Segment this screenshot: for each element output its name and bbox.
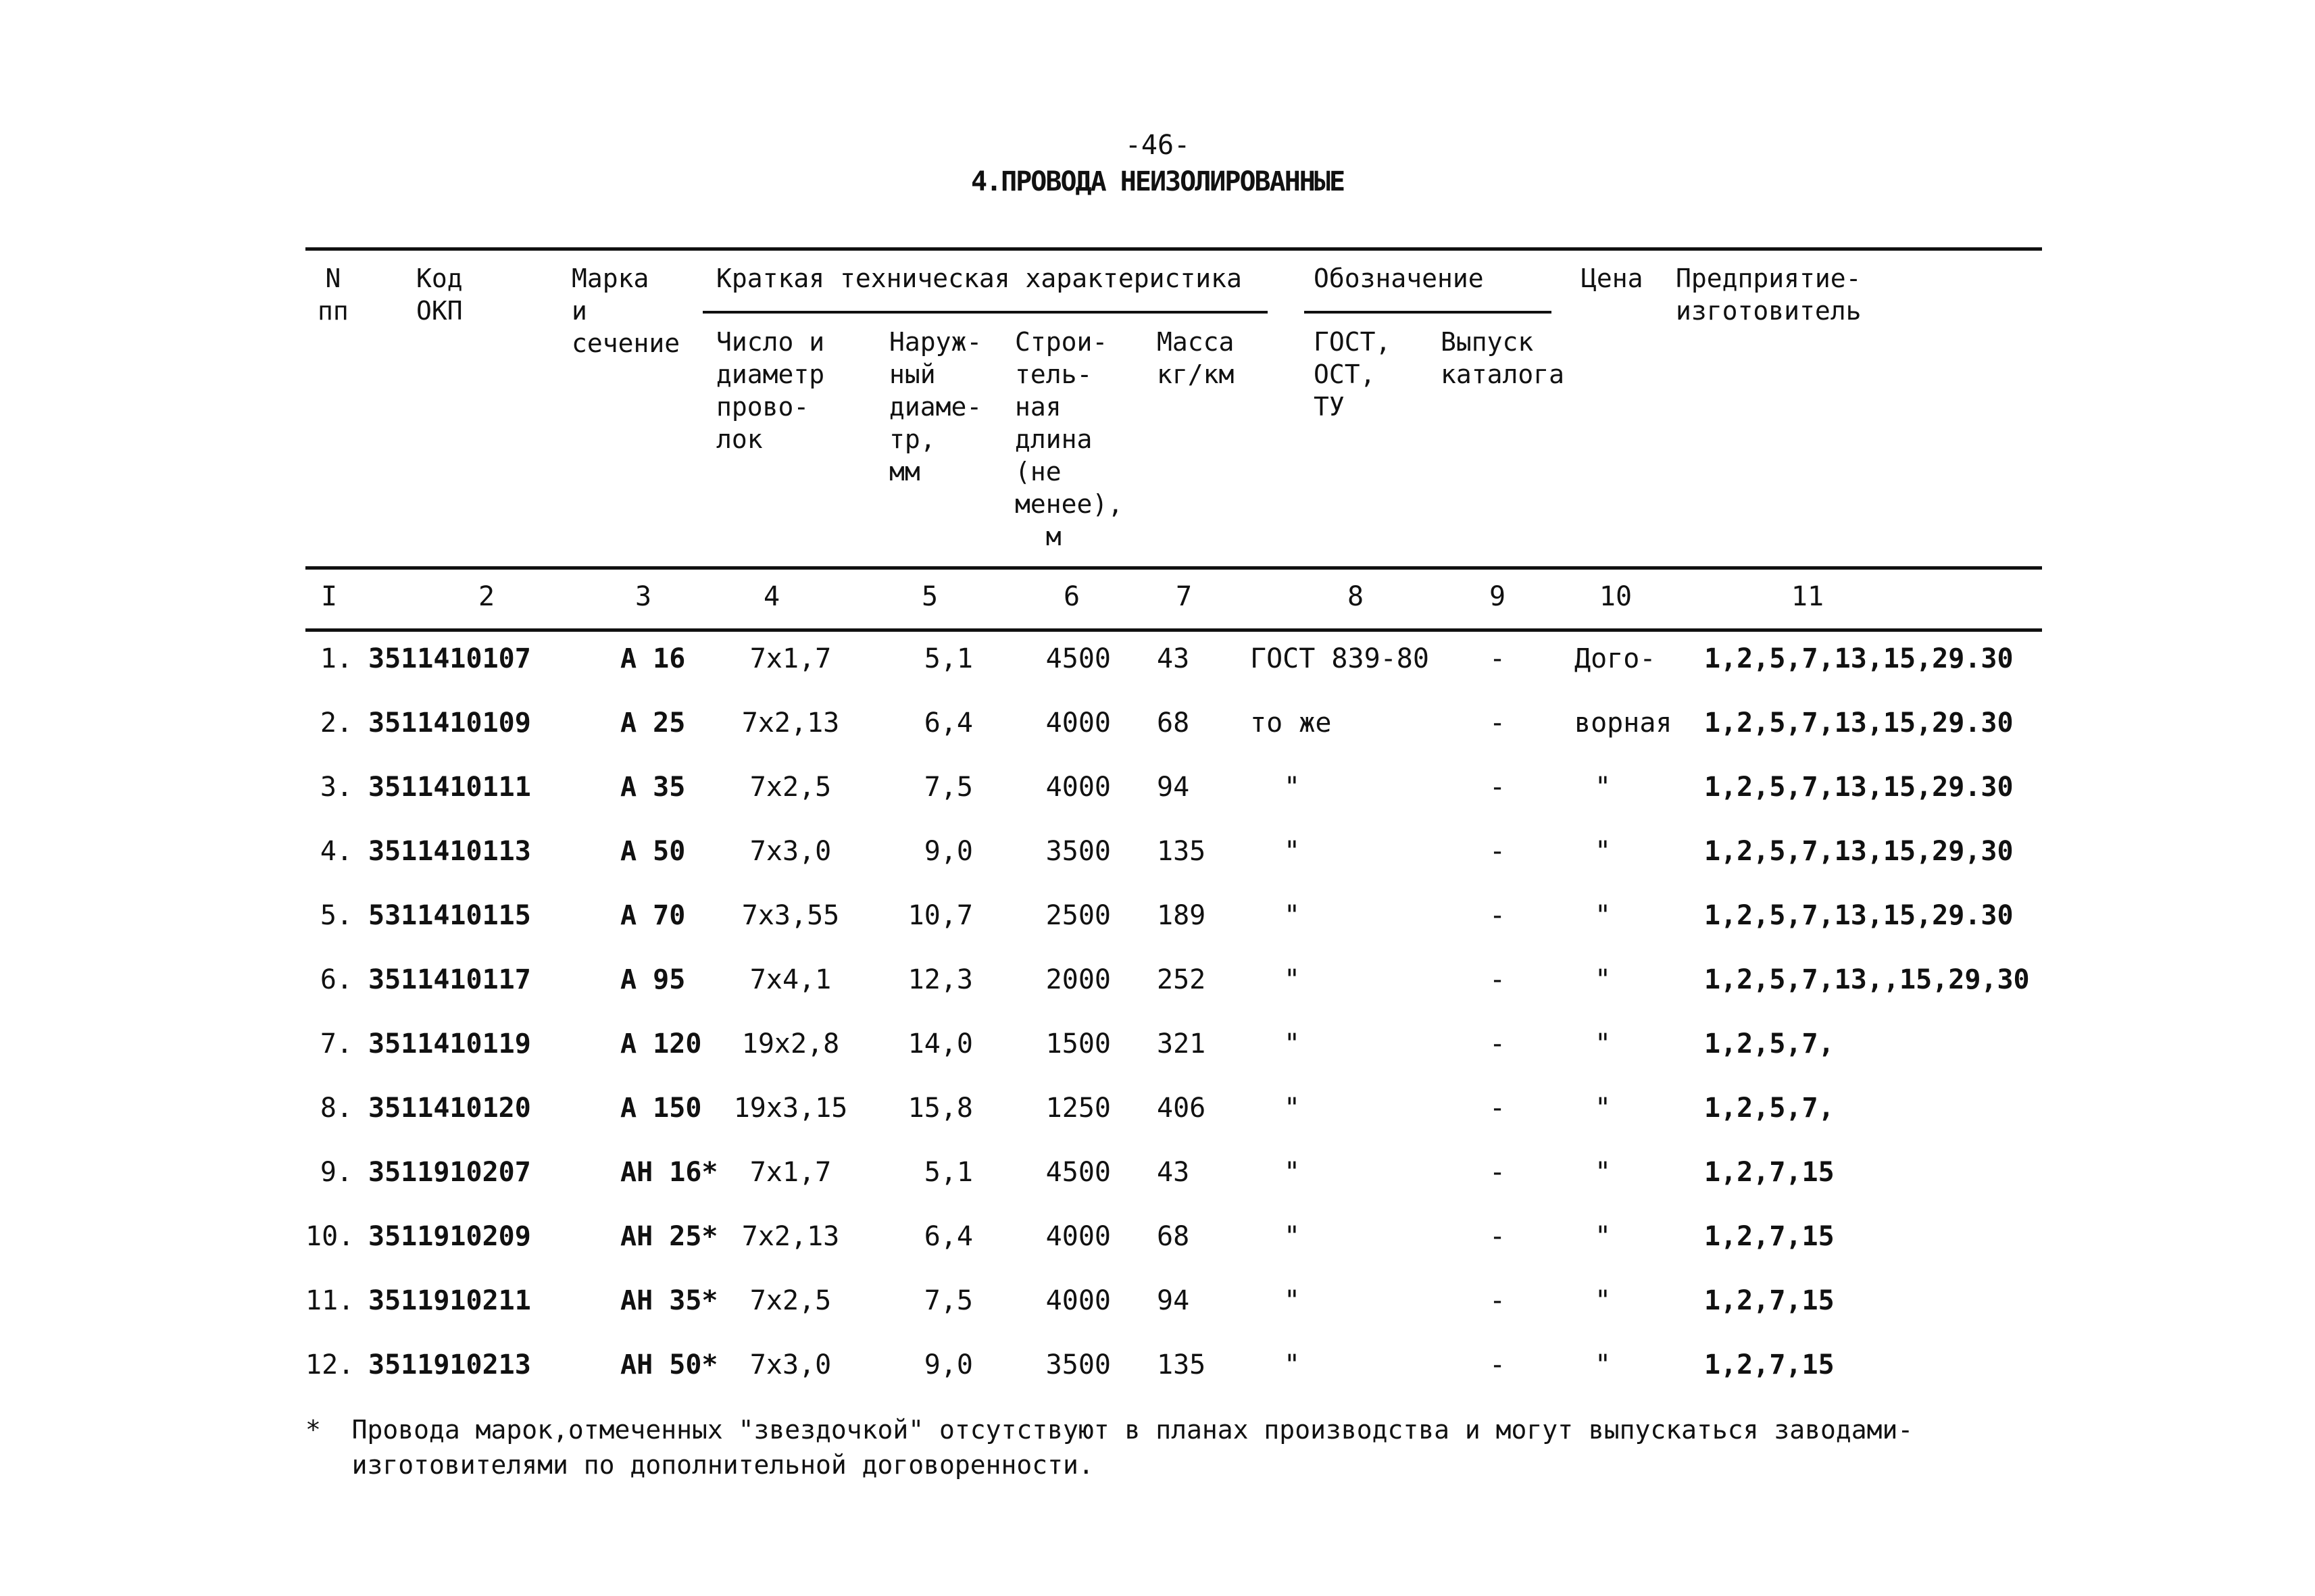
page-title: 4.ПРОВОДА НЕИЗОЛИРОВАННЫЕ xyxy=(970,166,1345,197)
table-cell-price: " xyxy=(1595,836,1612,867)
table-cell-code: 3511410117 xyxy=(368,964,531,995)
column-number-6: 6 xyxy=(1063,581,1080,612)
table-cell-price: " xyxy=(1595,1093,1612,1124)
footnote: * Провода марок,отмеченных "звездочкой" отсутствуют в планах производства и могут выпускаться заводами- изготовителями по дополнительной договоренности. xyxy=(305,1415,1914,1480)
table-cell-gost: " xyxy=(1284,900,1301,931)
table-cell-maker: 1,2,5,7,13,15,29.30 xyxy=(1704,900,2014,931)
table-cell-wires: 7х2,13 xyxy=(741,707,840,739)
table-cell-mass: 94 xyxy=(1157,1285,1190,1316)
table-cell-outer: 7,5 xyxy=(924,772,973,803)
table-cell-gost: " xyxy=(1284,1157,1301,1188)
table-cell-price: " xyxy=(1595,1028,1612,1059)
table-cell-price: " xyxy=(1595,964,1612,995)
table-cell-wires: 7х4,1 xyxy=(749,964,832,995)
table-cell-maker: 1,2,5,7,13,15,29.30 xyxy=(1704,707,2014,739)
group-header-tech: Краткая техническая характеристика xyxy=(716,264,1242,293)
table-cell-price: " xyxy=(1595,1285,1612,1316)
table-cell-mass: 43 xyxy=(1157,1157,1190,1188)
table-cell-brand: АН 16* xyxy=(620,1157,718,1188)
table-cell-gost: " xyxy=(1284,1285,1301,1316)
table-cell-wires: 7х2,13 xyxy=(741,1221,840,1252)
table-cell-gost: " xyxy=(1284,1221,1301,1252)
group-rule-designation xyxy=(1304,311,1551,314)
table-cell-wires: 7х1,7 xyxy=(749,643,832,674)
table-cell-mass: 43 xyxy=(1157,643,1190,674)
table-cell-catalog: - xyxy=(1489,964,1506,995)
table-cell-gost: " xyxy=(1284,1028,1301,1059)
table-cell-maker: 1,2,7,15 xyxy=(1704,1349,1835,1380)
table-cell-catalog: - xyxy=(1489,900,1506,931)
table-cell-length: 4000 xyxy=(1045,772,1111,803)
table-cell-length: 4500 xyxy=(1045,643,1111,674)
table-cell-maker: 1,2,7,15 xyxy=(1704,1221,1835,1252)
table-cell-outer: 12,3 xyxy=(907,964,973,995)
column-number-8: 8 xyxy=(1347,581,1364,612)
table-cell-mass: 252 xyxy=(1157,964,1206,995)
table-cell-brand: А 35 xyxy=(620,772,686,803)
table-cell-price: ворная xyxy=(1574,707,1672,739)
table-cell-catalog: - xyxy=(1489,1221,1506,1252)
table-cell-outer: 7,5 xyxy=(924,1285,973,1316)
table-cell-length: 4500 xyxy=(1045,1157,1111,1188)
header-gost: ГОСТ, ОСТ, ТУ xyxy=(1314,327,1391,422)
header-length: Строи- тель- ная длина (не менее), м xyxy=(1015,327,1124,551)
table-cell-n: 8. xyxy=(320,1093,353,1124)
table-cell-code: 3511410109 xyxy=(368,707,531,739)
table-cell-length: 2500 xyxy=(1045,900,1111,931)
table-cell-mass: 135 xyxy=(1157,836,1206,867)
header-bottom-rule xyxy=(305,566,2042,570)
table-cell-n: 12. xyxy=(305,1349,355,1380)
table-cell-outer: 15,8 xyxy=(907,1093,973,1124)
header-catalog: Выпуск каталога xyxy=(1441,327,1565,389)
table-cell-length: 4000 xyxy=(1045,1285,1111,1316)
table-cell-code: 3511910211 xyxy=(368,1285,531,1316)
table-cell-wires: 7х2,5 xyxy=(749,1285,832,1316)
table-cell-gost: " xyxy=(1284,964,1301,995)
table-cell-maker: 1,2,5,7, xyxy=(1704,1028,1835,1059)
table-cell-code: 3511410120 xyxy=(368,1093,531,1124)
table-cell-price: " xyxy=(1595,1157,1612,1188)
table-cell-n: 9. xyxy=(320,1157,353,1188)
table-cell-gost: то же xyxy=(1250,707,1332,739)
table-cell-maker: 1,2,7,15 xyxy=(1704,1157,1835,1188)
table-cell-n: 2. xyxy=(320,707,353,739)
column-number-11: 11 xyxy=(1791,581,1824,612)
table-cell-mass: 135 xyxy=(1157,1349,1206,1380)
table-cell-n: 10. xyxy=(305,1221,355,1252)
table-cell-catalog: - xyxy=(1489,1349,1506,1380)
table-cell-n: 5. xyxy=(320,900,353,931)
column-number-2: 2 xyxy=(478,581,495,612)
table-cell-n: 7. xyxy=(320,1028,353,1059)
header-code: Код ОКП xyxy=(416,264,463,326)
column-numbers-bottom-rule xyxy=(305,628,2042,632)
header-outer: Наруж- ный диаме- тр, мм xyxy=(889,327,982,487)
table-cell-mass: 68 xyxy=(1157,707,1190,739)
table-cell-n: 6. xyxy=(320,964,353,995)
table-cell-brand: А 120 xyxy=(620,1028,702,1059)
column-number-3: 3 xyxy=(634,581,652,612)
table-cell-catalog: - xyxy=(1489,836,1506,867)
table-cell-price: " xyxy=(1595,1221,1612,1252)
table-cell-maker: 1,2,7,15 xyxy=(1704,1285,1835,1316)
table-cell-gost: " xyxy=(1284,1349,1301,1380)
table-cell-outer: 5,1 xyxy=(924,1157,973,1188)
table-cell-n: 3. xyxy=(320,772,353,803)
table-cell-brand: АН 50* xyxy=(620,1349,718,1380)
column-number-5: 5 xyxy=(921,581,939,612)
table-cell-outer: 6,4 xyxy=(924,1221,973,1252)
header-price: Цена xyxy=(1581,264,1643,293)
table-cell-length: 1250 xyxy=(1045,1093,1111,1124)
table-cell-outer: 6,4 xyxy=(924,707,973,739)
table-cell-catalog: - xyxy=(1489,707,1506,739)
table-cell-code: 3511410119 xyxy=(368,1028,531,1059)
table-cell-wires: 7х3,0 xyxy=(749,1349,832,1380)
table-cell-catalog: - xyxy=(1489,643,1506,674)
table-cell-brand: А 25 xyxy=(620,707,686,739)
table-cell-price: " xyxy=(1595,900,1612,931)
table-cell-code: 5311410115 xyxy=(368,900,531,931)
table-cell-gost: " xyxy=(1284,772,1301,803)
table-cell-mass: 321 xyxy=(1157,1028,1206,1059)
table-cell-gost: " xyxy=(1284,1093,1301,1124)
table-cell-wires: 7х2,5 xyxy=(749,772,832,803)
header-brand: Марка и сечение xyxy=(572,264,680,358)
table-cell-n: 4. xyxy=(320,836,353,867)
table-cell-code: 3511910207 xyxy=(368,1157,531,1188)
table-cell-maker: 1,2,5,7, xyxy=(1704,1093,1835,1124)
table-cell-code: 3511910209 xyxy=(368,1221,531,1252)
group-header-designation: Обозначение xyxy=(1314,264,1484,293)
table-cell-outer: 9,0 xyxy=(924,1349,973,1380)
table-cell-mass: 189 xyxy=(1157,900,1206,931)
table-cell-mass: 68 xyxy=(1157,1221,1190,1252)
table-cell-code: 3511410107 xyxy=(368,643,531,674)
column-number-10: 10 xyxy=(1599,581,1633,612)
table-cell-gost: ГОСТ 839-80 xyxy=(1250,643,1429,674)
table-cell-gost: " xyxy=(1284,836,1301,867)
page-number: -46- xyxy=(1124,130,1191,161)
header-maker: Предприятие- изготовитель xyxy=(1676,264,1862,326)
table-cell-wires: 19х3,15 xyxy=(733,1093,848,1124)
table-cell-brand: А 95 xyxy=(620,964,686,995)
table-cell-brand: А 16 xyxy=(620,643,686,674)
table-cell-wires: 19х2,8 xyxy=(741,1028,840,1059)
table-cell-catalog: - xyxy=(1489,1157,1506,1188)
table-cell-code: 3511410111 xyxy=(368,772,531,803)
column-number-9: 9 xyxy=(1489,581,1506,612)
table-cell-price: " xyxy=(1595,1349,1612,1380)
column-number-4: 4 xyxy=(763,581,780,612)
table-cell-outer: 10,7 xyxy=(907,900,973,931)
table-cell-length: 3500 xyxy=(1045,836,1111,867)
table-cell-length: 2000 xyxy=(1045,964,1111,995)
table-cell-catalog: - xyxy=(1489,1093,1506,1124)
table-cell-wires: 7х3,0 xyxy=(749,836,832,867)
table-cell-outer: 9,0 xyxy=(924,836,973,867)
header-num: N пп xyxy=(318,264,349,326)
table-cell-wires: 7х1,7 xyxy=(749,1157,832,1188)
table-cell-brand: АН 35* xyxy=(620,1285,718,1316)
table-cell-outer: 14,0 xyxy=(907,1028,973,1059)
table-cell-maker: 1,2,5,7,13,15,29.30 xyxy=(1704,643,2014,674)
table-cell-length: 4000 xyxy=(1045,1221,1111,1252)
table-cell-brand: А 50 xyxy=(620,836,686,867)
table-cell-code: 3511410113 xyxy=(368,836,531,867)
table-cell-maker: 1,2,5,7,13,15,29.30 xyxy=(1704,772,2014,803)
table-cell-n: 1. xyxy=(320,643,353,674)
table-cell-length: 4000 xyxy=(1045,707,1111,739)
table-cell-length: 1500 xyxy=(1045,1028,1111,1059)
table-cell-outer: 5,1 xyxy=(924,643,973,674)
header-mass: Масса кг/км xyxy=(1157,327,1235,389)
table-cell-wires: 7х3,55 xyxy=(741,900,840,931)
table-cell-brand: А 70 xyxy=(620,900,686,931)
table-cell-price: " xyxy=(1595,772,1612,803)
table-cell-code: 3511910213 xyxy=(368,1349,531,1380)
table-cell-maker: 1,2,5,7,13,,15,29,30 xyxy=(1704,964,2030,995)
table-cell-maker: 1,2,5,7,13,15,29,30 xyxy=(1704,836,2014,867)
table-cell-catalog: - xyxy=(1489,1285,1506,1316)
table-cell-brand: А 150 xyxy=(620,1093,702,1124)
table-cell-n: 11. xyxy=(305,1285,355,1316)
table-top-rule xyxy=(305,247,2042,251)
header-wires: Число и диаметр прово- лок xyxy=(716,327,825,454)
column-number-1: I xyxy=(320,581,338,612)
group-rule-tech xyxy=(703,311,1268,314)
table-cell-price: Дого- xyxy=(1574,643,1656,674)
table-cell-catalog: - xyxy=(1489,1028,1506,1059)
table-cell-mass: 406 xyxy=(1157,1093,1206,1124)
table-cell-catalog: - xyxy=(1489,772,1506,803)
table-cell-brand: АН 25* xyxy=(620,1221,718,1252)
table-cell-length: 3500 xyxy=(1045,1349,1111,1380)
column-number-7: 7 xyxy=(1175,581,1193,612)
table-cell-mass: 94 xyxy=(1157,772,1190,803)
